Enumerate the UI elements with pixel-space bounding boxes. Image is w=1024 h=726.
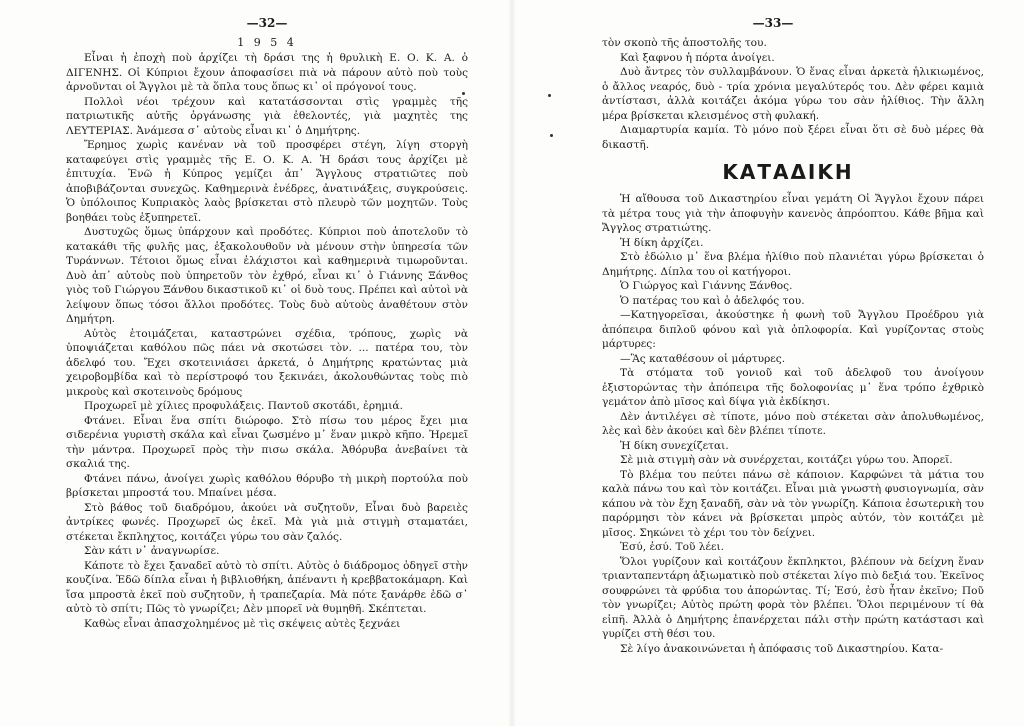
paragraph: Δυστυχῶς ὅμως ὑπάρχουν καὶ προδότες. Κύπριοι ποὺ ἀποτελοῦν τὸ κατακάθι τῆς φυλῆς μας, ἐξακολουθοῦν νὰ μένουν στὴν ὑπηρεσία τῶν Τυράννων. Τέτοιοι ὅμως εἶναι ἐλάχιστοι καὶ καθημερινὰ τιμωροῦνται. Δυὸ ἀπ᾿ αὐτοὺς ποὺ ὑπηρετοῦν τὸν ἐχθρό, εἶναι κι᾿ ὁ Γιάννης Ξάνθος γιὸς τοῦ Γιώργου Ξάνθου δικαστικοῦ κι᾿ οἱ δυὸ τους. Πρέπει καὶ αὐτοὶ νὰ λείψουν ὅπως τόσοι ἄλλοι προδότες. Τοὺς δυὸ αὐτοὺς ἀναθέτουν στὸν Δημήτρη.: [66, 226, 468, 325]
right-page: [512, 0, 1024, 726]
paragraph: —Κατηγορεῖσαι, ἀκούστηκε ἡ φωνὴ τοῦ Ἄγγλου Προέδρου γιὰ ἀπόπειρα διπλοῦ φόνου καὶ γιὰ ὁπλοφορία. Καὶ γυρίζοντας στοὺς μάρτυρες:: [602, 309, 984, 350]
paragraph: Καὶ ξαφνου ἡ πόρτα ἀνοίγει.: [620, 51, 775, 64]
paragraph: Ἡ δίκη συνεχίζεται.: [620, 439, 729, 452]
paragraph: —Ἂς καταθέσουν οἱ μάρτυρες.: [620, 352, 786, 365]
print-speck: [550, 134, 553, 137]
page-number-left: —32—: [246, 16, 288, 30]
paragraph: Καθὼς εἶναι ἀπασχολημένος μὲ τὶς σκέψεις αὐτὲς ξεχνάει: [84, 617, 401, 630]
chapter-heading: ΚΑΤΑΔΙΚΗ: [722, 160, 854, 184]
year-heading: 1 9 5 4: [237, 36, 297, 49]
paragraph: τὸν σκοπὸ τῆς ἀποστολῆς του.: [602, 37, 767, 49]
paragraph: Φτάνει πάνω, ἀνοίγει χωρὶς καθόλου θόρυβο τὴ μικρὴ πορτούλα ποὺ βρίσκεται μπροστά του. Μπαίνει μέσα.: [66, 472, 468, 499]
paragraph: Ἐσύ, ἐσύ. Τοῦ λέει.: [620, 541, 724, 553]
paragraph: Εἶναι ἡ ἐποχὴ ποὺ ἀρχίζει τὴ δράσι της ἡ θρυλικὴ Ε. Ο. Κ. Α. ὁ ΔΙΓΕΝΗΣ. Οἱ Κύπριοι ἔχουν ἀποφασίσει πιὰ νὰ πάρουν αὐτὸ ποὺ τοὺς ἀρνοῦνται οἱ Ἄγγλοι μὲ τὰ ὅπλα τους ὅπως κι᾿ οἱ πρόγονοί τους.: [66, 52, 468, 93]
paragraph: Αὐτὸς ἑτοιμάζεται, καταστρώνει σχέδια, τρόπους, χωρὶς νὰ ὑποψιάζεται καθόλου πῶς πάει νὰ σκοτώσει τὸν. ... πατέρα του, τὸν ἀδελφό του. Ἔχει σκοτεινιάσει ἀρκετά, ὁ Δημήτρης κρατώντας μιὰ χειροβομβίδα καὶ τὸ περίστροφό του ξεκινάει, ἀκολουθώντας τοὺς πιὸ μικροὺς καὶ σκοτεινοὺς δρόμους: [66, 327, 468, 398]
paragraph: Προχωρεῖ μὲ χίλιες προφυλάξεις. Παντοῦ σκοτάδι, ἐρημιά.: [84, 400, 403, 412]
paragraph: Δὲν ἀντιλέγει σὲ τίποτε, μόνο ποὺ στέκεται σὰν ἀπολυθωμένος, λὲς καὶ δὲν ἀκούει καὶ δὲν βλέπει τίποτε.: [602, 410, 984, 437]
paragraph: Ὁ Γιώργος καὶ Γιάννης Ξάνθος.: [620, 280, 793, 292]
paragraph: Κάποτε τὸ ἔχει ξαναδεῖ αὐτὸ τὸ σπίτι. Αὐτὸς ὁ διάδρομος ὁδηγεῖ στὴν κουζίνα. Ἐδῶ δίπλα εἶναι ἡ βιβλιοθήκη, ἀπέναντι ἡ κρεββατοκάμαρη. Καὶ ἴσα μπροστὰ ἐκεῖ ποὺ συζητοῦν, ἡ τραπεζαρία. Μὰ πότε ξανάρθε ἐδῶ σ᾿ αὐτὸ τὸ σπίτι; Πῶς τὸ γνωρίζει; Δὲν μπορεῖ νὰ θυμηθῆ. Σκέπτεται.: [66, 559, 468, 615]
print-speck: [462, 92, 465, 95]
paragraph: Διαμαρτυρία καμία. Τὸ μόνο ποὺ ξέρει εἶναι ὅτι σὲ δυὸ μέρες θὰ δικαστῆ.: [602, 124, 984, 151]
paragraph: Σὲ λίγο ἀνακοινώνεται ἡ ἀπόφασις τοῦ Δικαστηρίου. Κατα-: [620, 642, 944, 655]
paragraph: Στὸ ἑδώλιο μ᾿ ἕνα βλέμα ἠλίθιο ποὺ πλανιέται γύρω βρίσκεται ὁ Δημήτρης. Δίπλα του οἱ κατήγοροι.: [602, 251, 984, 278]
print-speck: [548, 94, 551, 97]
paragraph: Ἡ αἴθουσα τοῦ Δικαστηρίου εἶναι γεμάτη Οἱ Ἄγγλοι ἔχουν πάρει τὰ μέτρα τους γιὰ τὴν ἀποφυγὴν κανενὸς ἀπρόοπτου. Κάθε βῆμα καὶ Ἄγγλος στρατιώτης.: [602, 193, 984, 234]
paragraph: Πολλοὶ νέοι τρέχουν καὶ κατατάσσονται στὶς γραμμὲς τῆς πατριωτικῆς αὐτῆς ὀργάνωσης γιὰ ἐθελοντές, γιὰ μαχητὲς της ΛΕΥΤΕΡΙΑΣ. Ἀνάμεσα σ᾿ αὐτοὺς εἶναι κι᾿ ὁ Δημήτρης.: [66, 95, 468, 137]
paragraph: Τὰ στόματα τοῦ γονιοῦ καὶ τοῦ ἀδελφοῦ του ἀνοίγουν ἐξιστορώντας τὴν ἀπόπειρα τῆς δολοφονίας μ᾿ ἕνα τρόπο ἐχθρικὸ γεμάτον ἀπὸ μῖσος καὶ δίψα γιὰ ἐκδίκησι.: [602, 367, 984, 408]
paragraph: Ἔρημος χωρὶς κανέναν νὰ τοῦ προσφέρει στέγη, λίγη στοργὴ καταφεύγει στὶς γραμμὲς τῆς Ε. Ο. Κ. Α. Ἡ δράσι τους ἀρχίζει μὲ ἐπιτυχία. Ἐνῶ ἡ Κύπρος γεμίζει ἀπ᾿ Ἄγγλους στρατιῶτες ποὺ ἀποβιβάζονται συνεχῶς. Καθημερινὰ ἐνέδρες, ἀνατινάξεις, συγκρούσεις. Ὁ ὑπόλοιπος Κυπριακὸς λαὸς βρίσκεται στὸ πλευρὸ τῶν μοχητῶν. Τοὺς βοηθάει τοὺς ἐξυπηρετεῖ.: [66, 139, 468, 224]
paragraph: Τὸ βλέμα του πεύτει πάνω σὲ κάποιον. Καρφώνει τὰ μάτια του καλὰ πάνω του καὶ τὸν κοιτάζει. Εἶναι μιὰ γνωστὴ φυσιογνωμία, σὰν κάπου νὰ τὸν ἔχη ξαναδῆ, σὰν νὰ τὸν γνωρίζη. Κάποια ἐσωτερικὴ του παρόρμησι τὸν κάνει νὰ βρίσκεται μπρὸς αὐτόν, τὸν κοιτάζει μὲ μῖσος. Σηκώνει τὸ χέρι του τὸν δείχνει.: [602, 468, 984, 539]
paragraph: Ὅλοι γυρίζουν καὶ κοιτάζουν ἔκπληκτοι, βλέπουν νὰ δείχνη ἕναν τριανταπεντάρη ἀξιωματικὸ ποὺ στέκεται λίγο πιὸ δεξιά του. Ἐκεῖνος σουφρώνει τὰ φρύδια του ἀπορώντας. Τί; Ἐσύ, ἐσὺ ἦταν ἐκεῖνο; Ποῦ τὸν γνωρίζει; Αὐτὸς πρώτη φορὰ τὸν βλέπει. Ὅλοι περιμένουν τί θὰ εἰπῆ. Ἀλλὰ ὁ Δημήτρης ἐπανέρχεται πάλι στὴν πρώτη κατάστασι καὶ γυρίζει στὴ θέσι του.: [602, 555, 984, 640]
paragraph: Ἡ δίκη ἀρχίζει.: [620, 236, 704, 249]
paragraph: Σὲ μιὰ στιγμὴ σὰν νὰ συνέρχεται, κοιτάζει γύρω του. Ἀπορεῖ.: [620, 454, 953, 466]
paragraph: Σὰν κάτι ν᾿ ἀναγνωρίσε.: [84, 545, 220, 557]
paragraph: Στὸ βάθος τοῦ διαδρόμου, ἀκούει νὰ συζητοῦν, Εἶναι δυὸ βαρειὲς ἀντρίκες φωνές. Προχωρεῖ ὡς ἐκεῖ. Μὰ γιὰ μιὰ στιγμὴ σταματάει, στέκεται ἔκπληχτος, κοιτάζει γύρω του σὰν ζαλός.: [66, 501, 468, 543]
paragraph: Δυὸ ἄντρες τὸν συλλαμβάνουν. Ὁ ἕνας εἶναι ἀρκετὰ ἡλικιωμένος, ὁ ἄλλος νεαρός, δυὸ - τρία χρόνια μεγαλύτερός του. Δὲν φέρει καμιὰ ἀντίστασι, ἀλλὰ κοιτάζει ἀκόμα γύρω του σὰν ἠλίθιος. Τὴν ἄλλη μέρα βρίσκεται κλεισμένος στὴ φυλακή.: [602, 66, 984, 122]
paragraph: Ὁ πατέρας του καὶ ὁ ἀδελφός του.: [620, 294, 805, 307]
paragraph: Φτάνει. Εἶναι ἕνα σπίτι διώροφο. Στὸ πίσω του μέρος ἔχει μια σιδερένια γυριστὴ σκάλα καὶ εἶναι ζωσμένο μ᾿ ἕναν μικρὸ κῆπο. Ἠρεμεῖ τὴν μάντρα. Προχωρεῖ πρὸς τὴν πισω σκάλα. Ἀθόρυβα ἀνεβαίνει τὰ σκαλιά της.: [66, 414, 468, 470]
page-number-right: —33—: [752, 16, 794, 30]
